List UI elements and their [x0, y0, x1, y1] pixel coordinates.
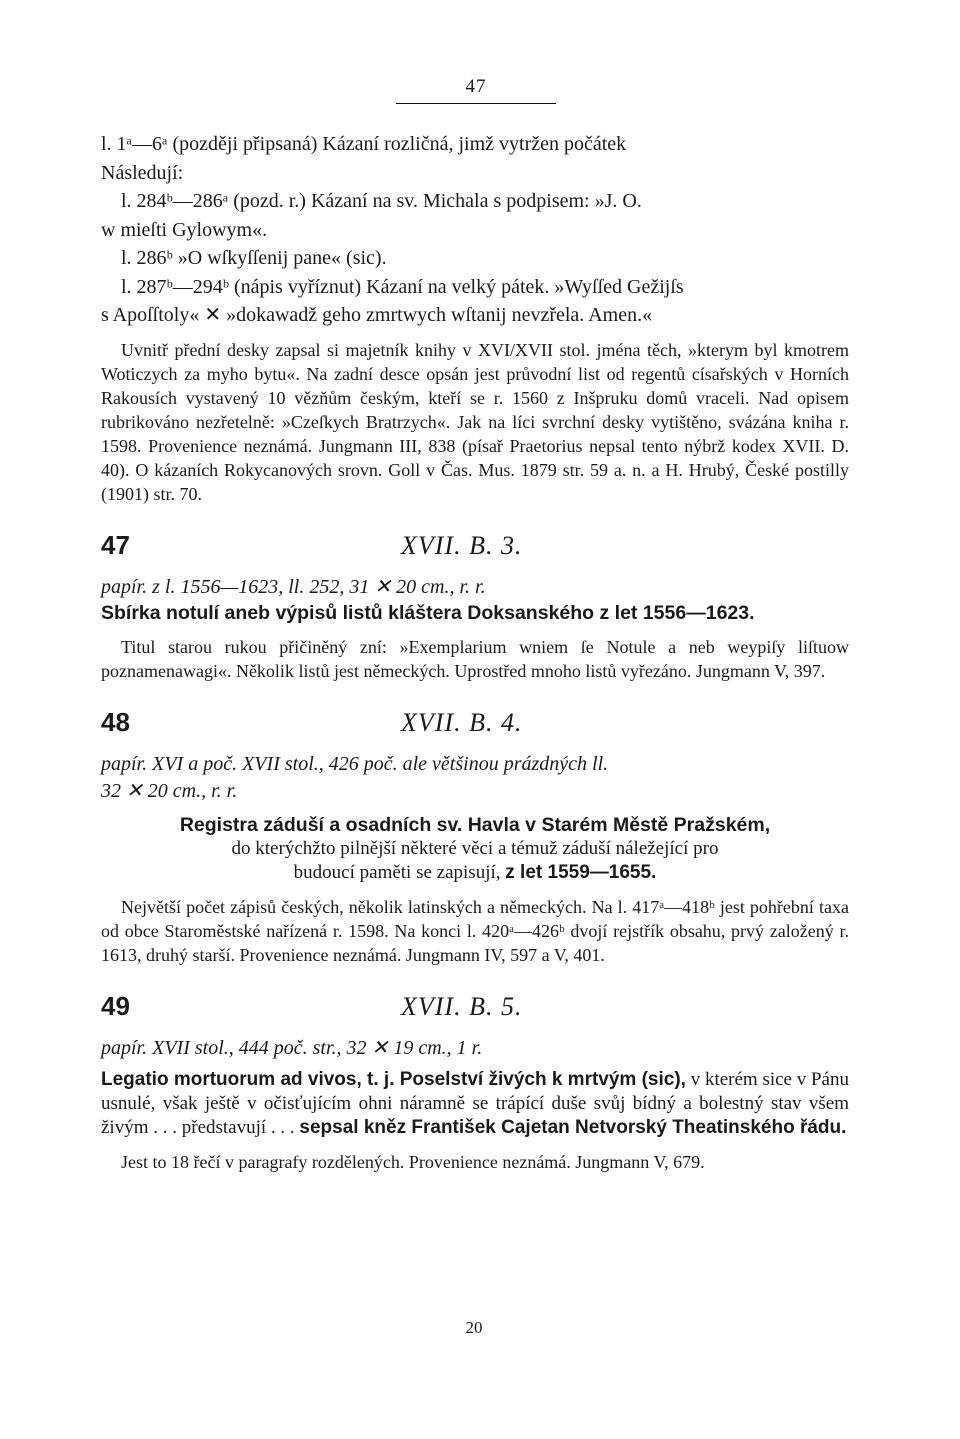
entry-47-meta: papír. z l. 1556—1623, ll. 252, 31 ✕ 20 cm., r. r.: [101, 575, 486, 598]
top-line-7: s Apoſſtoly« ✕ »dokawadž geho zmrtwych wſtanij nevzřela. Amen.«: [101, 304, 653, 326]
entry-signature: XVII. B. 4.: [401, 707, 523, 737]
entry-48-description: Největší počet zápisů českých, několik latinských a německých. Na l. 417ᵃ—418ᵇ jest pohřební taxa od obce Staroměstské nařízená r. 1598. Na konci l. 420ᵃ—426ᵇ dvojí rejstřík obsahu, prvý založený r. 1613, druhý starší. Provenience neznámá. Jungmann IV, 597 a V, 401.: [101, 896, 849, 965]
top-line-3: l. 284ᵇ—286ᵃ (pozd. r.) Kázaní na sv. Michala s podpisem: »J. O.: [121, 190, 642, 212]
entry-number: 49: [101, 990, 130, 1021]
top-line-6: l. 287ᵇ—294ᵇ (nápis vyříznut) Kázaní na velký pátek. »Wyſſed Gežijſs: [121, 275, 684, 298]
notes-paragraph: Uvnitř přední desky zapsal si majetník knihy v XVI/XVII stol. jména těch, »kterym byl kmotrem Woticzych za myho bytu«. Na zadní desce opsán jest průvodní list od regentů císařských v Horních Rakousích vystavený 10 vězňům českým, kteří se r. 1560 z Inšpruku domů vraceli. Nad opisem rubrikováno nezřetelně: »Czeſkych Bratrzych«. Jak na líci svrchní desky vytištěno, svázána kniha r. 1598. Provenience neznámá. Jungmann III, 838 (písař Praetorius nepsal tento nýbrž kodex XVII. D. 40). O kázaních Rokycanových srovn. Goll v Čas. Mus. 1879 str. 59 a. n. a H. Hrubý, České postilly (1901) str. 70.: [101, 339, 849, 504]
entry-49-meta: papír. XVII stol., 444 poč. str., 32 ✕ 19 cm., 1 r.: [101, 1036, 483, 1059]
entry-49-title-author: sepsal kněz František Cajetan Netvorský Theatinského řádu.: [299, 1116, 847, 1138]
page-content: [101, 130, 849, 1174]
entry-47-title: Sbírka notulí aneb výpisů listů kláštera Doksanského z let 1556—1623.: [101, 601, 755, 624]
entry-number: 47: [101, 529, 130, 560]
entry-48-title-years: z let 1559—1655.: [505, 861, 657, 883]
entry-48-title-line-3-text: budoucí paměti se zapisují,: [293, 861, 506, 883]
entry-49-description: Jest to 18 řečí v paragrafy rozdělených. Provenience neznámá. Jungmann V, 679.: [121, 1151, 705, 1172]
top-line-1: l. 1ᵃ—6ᵃ (později připsaná) Kázaní rozličná, jimž vytržen počátek: [101, 133, 627, 155]
entry-48-meta-line-2: 32 ✕ 20 cm., r. r.: [101, 779, 238, 802]
entry-48-header: [101, 707, 849, 751]
top-line-5: l. 286ᵇ »O wſkyſſenij pane« (sic).: [121, 247, 387, 269]
page-number: 47: [465, 76, 487, 97]
top-line-2: Následují:: [101, 161, 184, 184]
entry-signature: XVII. B. 5.: [401, 991, 523, 1021]
entry-47-header: [101, 530, 849, 574]
entry-48-title-line-2: do kterýchžto pilnější některé věci a témuž záduší náležející pro: [231, 837, 719, 859]
entry-48-title-line-1: Registra záduší a osadních sv. Havla v Starém Městě Pražském,: [179, 813, 771, 836]
entry-47-description: Titul starou rukou přičiněný zní: »Exemplarium wniem ſe Notule a neb weypiſy liſtuow poznamenawagi«. Několik listů jest německých. Uprostřed mnoho listů vyřezáno. Jungmann V, 397.: [101, 636, 849, 681]
entry-number: 48: [101, 706, 130, 737]
header-rule: [396, 103, 556, 104]
top-line-4: w mieſti Gylowym«.: [101, 218, 268, 241]
entry-49-title: [101, 1068, 849, 1140]
entry-48-title-line-3: [101, 861, 849, 885]
entry-49-title-text: v kterém sice v Pánu usnulé, však ještě v očisťujícím ohni náramně se trápící duše svůj bídný a bolestný stav všem živým . . . představují . . .: [101, 1068, 849, 1138]
entry-49-title-bold: Legatio mortuorum ad vivos, t. j. Poselství živých k mrtvým (sic),: [101, 1068, 686, 1090]
entry-signature: XVII. B. 3.: [401, 530, 523, 560]
footer-number: 20: [465, 1318, 483, 1337]
entry-48-meta-line-1: papír. XVI a poč. XVII stol., 426 poč. ale většinou prázdných ll.: [101, 752, 609, 775]
entry-49-header: [101, 991, 849, 1035]
